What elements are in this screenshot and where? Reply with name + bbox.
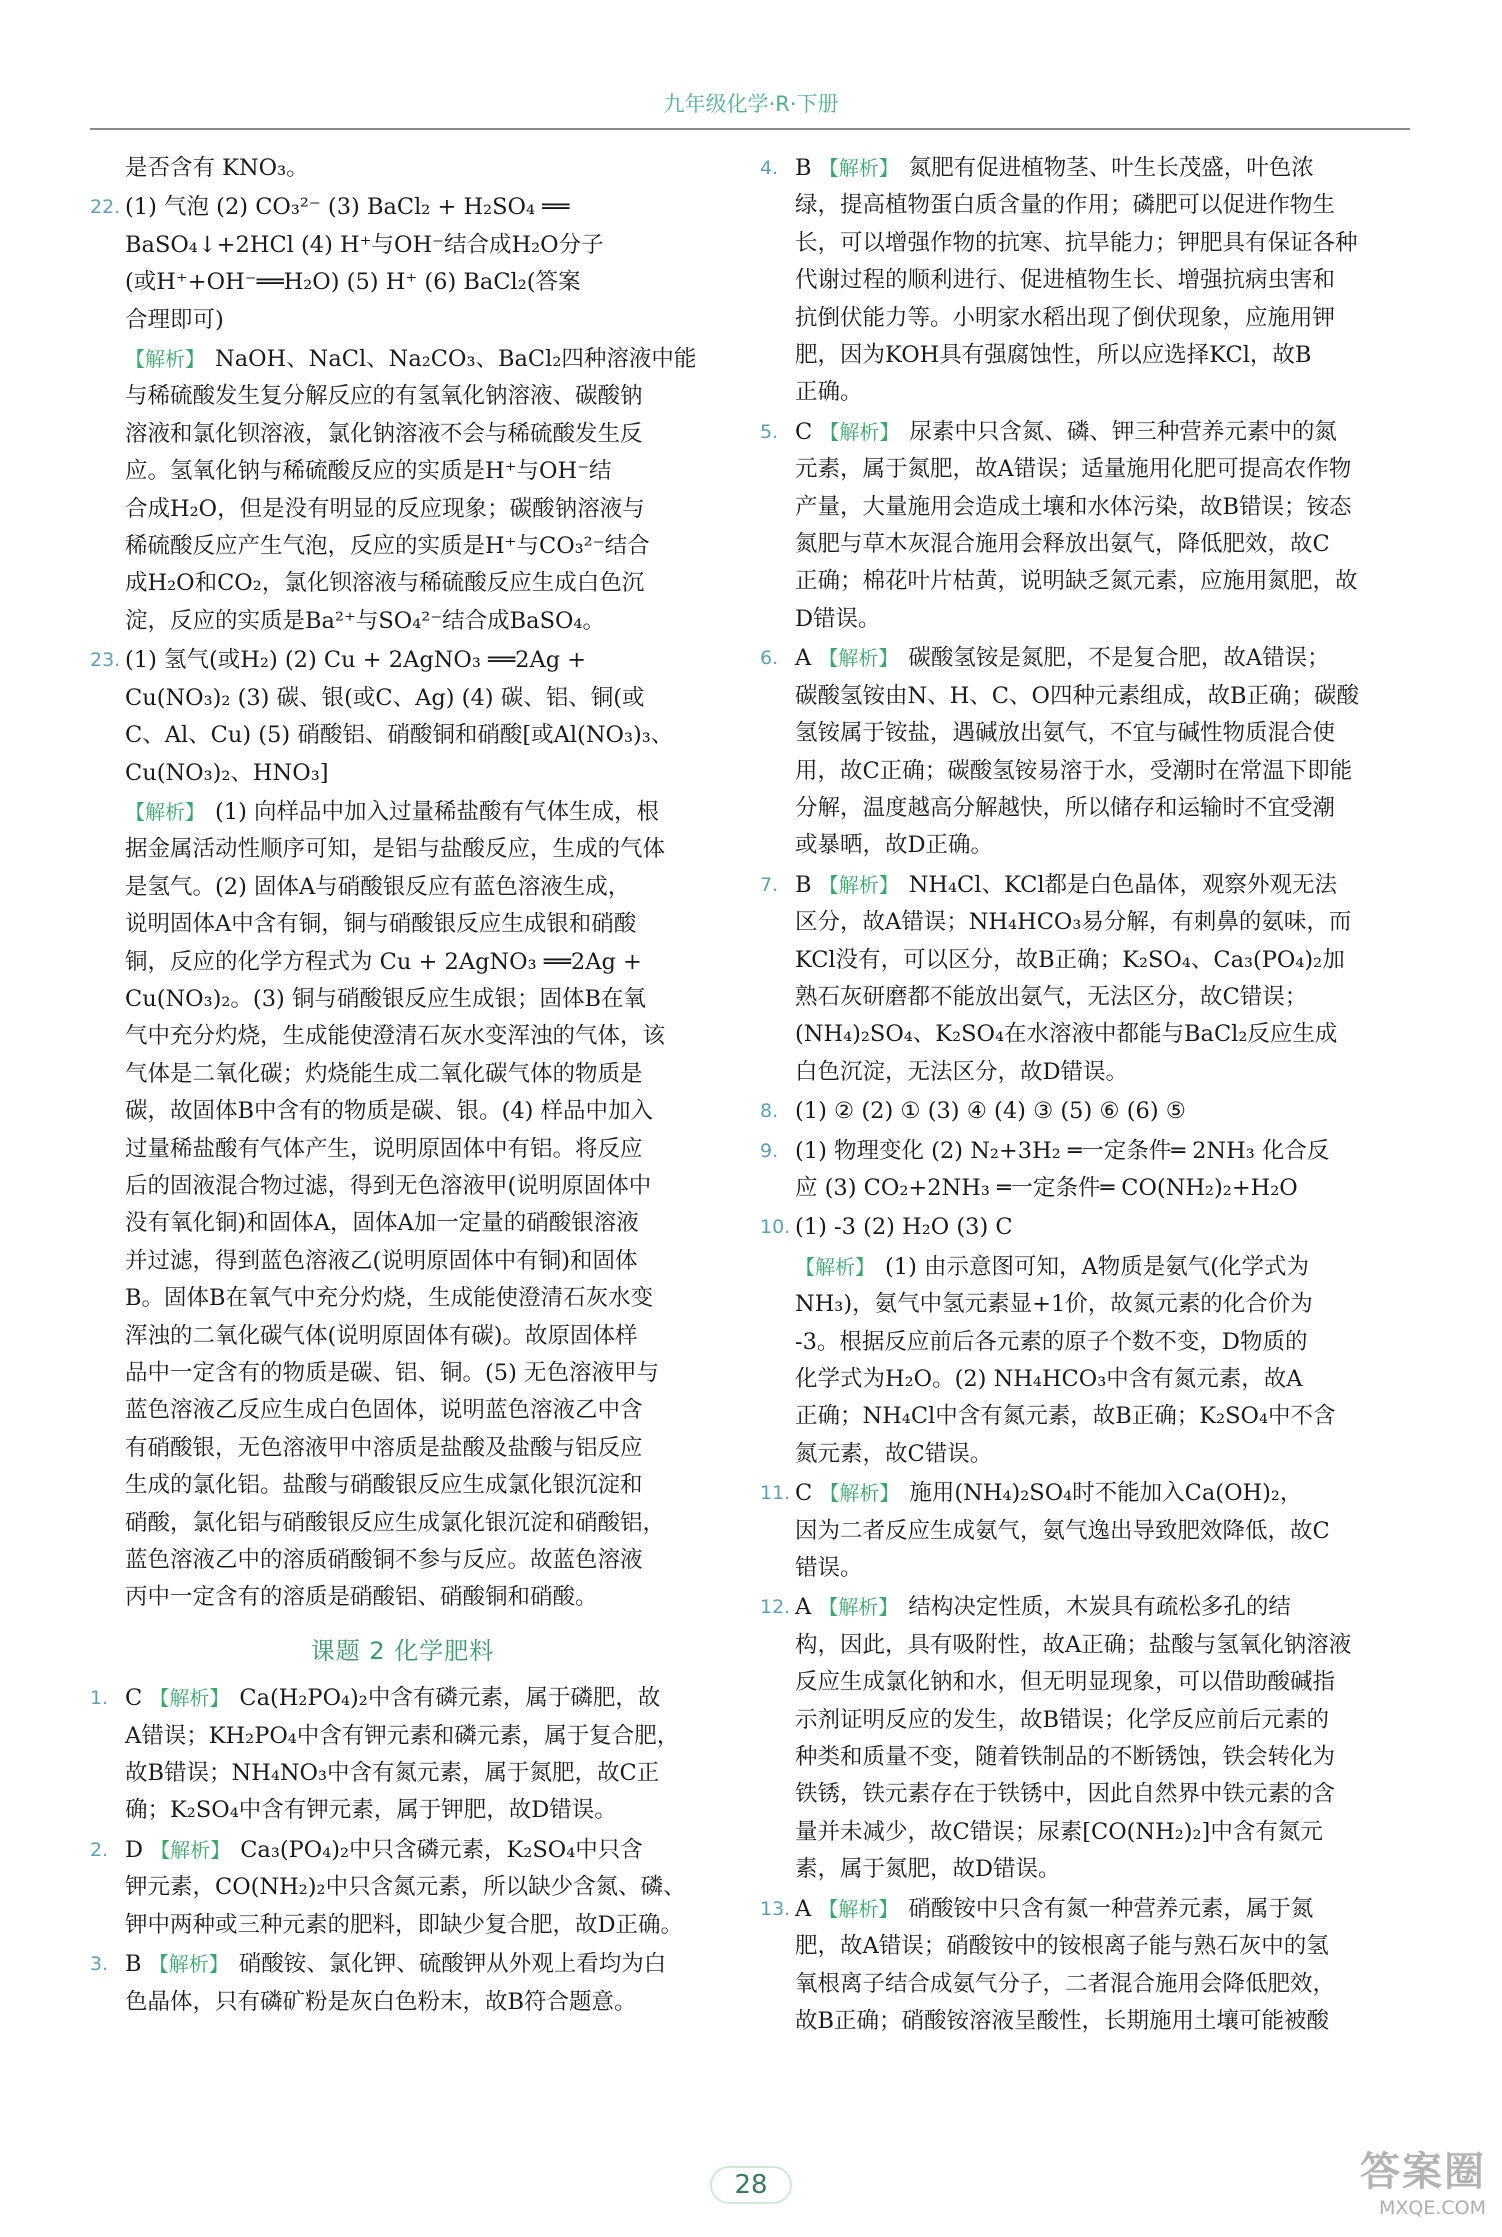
question-number: 7.	[760, 873, 779, 896]
left-column	[90, 150, 715, 2023]
answer-10: 10. (1) -3 (2) H₂O (3) C	[760, 1209, 1385, 1246]
answer-5: 5. C 【解析】 尿素中只含氮、磷、钾三种营养元素中的氮 元素，属于氮肥，故A错误；适量施用化肥可提高农作物 产量，大量施用会造成土壤和水体污染，故B错误；铵态 氮肥与草木灰混合施用会释放出氨气，降低肥效，故C 正确；棉花叶片枯黄，说明缺乏氮元素，应施用氮肥，故 D错误。	[760, 414, 1385, 638]
answer-1: 1. C 【解析】 Ca(H₂PO₄)₂中含有磷元素，属于磷肥，故 A错误；KH₂PO₄中含有钾元素和磷元素，属于复合肥， 故B错误；NH₄NO₃中含有氮元素，属于氮肥，故C正 确；K₂SO₄中含有钾元素，属于钾肥，故D错误。	[90, 1680, 715, 1830]
analysis-tag: 【解析】	[818, 646, 899, 671]
answer-11: 11. C 【解析】 施用(NH₄)₂SO₄时不能加入Ca(OH)₂， 因为二者反应生成氨气，氨气逸出导致肥效降低，故C 错误。	[760, 1475, 1385, 1587]
answer-letter: A	[795, 645, 812, 672]
answer-letter: C	[795, 418, 813, 445]
analysis-tag: 【解析】	[150, 1837, 231, 1862]
analysis-22: 【解析】 NaOH、NaCl、Na₂CO₃、BaCl₂四种溶液中能 与稀硫酸发生复分解反应的有氢氧化钠溶液、碳酸钠 溶液和氯化钡溶液，氯化钠溶液不会与稀硫酸发生反 应。氢氧化钠与稀硫酸反应的实质是H⁺与OH⁻结 合成H₂O，但是没有明显的反应现象；碳酸钠溶液与 稀硫酸反应产生气泡，反应的实质是H⁺与CO₃²⁻结合 成H₂O和CO₂，氯化钡溶液与稀硫酸反应生成白色沉 淀，反应的实质是Ba²⁺与SO₄²⁻结合成BaSO₄。	[125, 346, 697, 634]
answer-3: 3. B 【解析】 硝酸铵、氯化钾、硫酸钾从外观上看均为白 色晶体，只有磷矿粉是灰白色粉末，故B符合题意。	[90, 1946, 715, 2021]
answer-letter: B	[795, 155, 812, 181]
answer-12: 12. A 【解析】 结构决定性质，木炭具有疏松多孔的结 构，因此，具有吸附性，故A正确；盐酸与氢氧化钠溶液 反应生成氯化钠和水，但无明显现象，可以借助酸碱指 示剂证明反应的发生，故B错误；化学反应前后元素的 种类和质量不变，随着铁制品的不断锈蚀，铁会转化为 铁锈，铁元素存在于铁锈中，因此自然界中铁元素的含 量并未减少，故C错误；尿素[CO(NH₂)₂]中含有氮元 素，属于氮肥，故D错误。	[760, 1589, 1385, 1888]
analysis-tag: 【解析】	[819, 419, 900, 444]
analysis-tag: 【解析】	[818, 872, 899, 897]
page-number: 28	[0, 2166, 1502, 2204]
answer-4: 4. B 【解析】 氮肥有促进植物茎、叶生长茂盛，叶色浓 绿，提高植物蛋白质含量的作用；磷肥可以促进作物生 长，可以增强作物的抗寒、抗旱能力；钾肥具有保证各种 代谢过程的顺利进行、促进植物生长、增强抗病虫害和 抗倒伏能力等。小明家水稻出现了倒伏现象，应施用钾 肥，因为KOH具有强腐蚀性，所以应选择KCl，故B 正确。	[760, 150, 1385, 412]
question-number: 12.	[760, 1596, 791, 1619]
answer-2: 2. D 【解析】 Ca₃(PO₄)₂中只含磷元素，K₂SO₄中只含 钾元素，CO(NH₂)₂中只含氮元素，所以缺少含氮、磷、 钾中两种或三种元素的肥料，即缺少复合肥，故D正确。	[90, 1832, 715, 1944]
analysis-tag: 【解析】	[818, 156, 899, 180]
question-number: 23.	[90, 649, 121, 672]
question-23: 23. (1) 氢气(或H₂) (2) Cu + 2AgNO₃ ══2Ag + Cu(NO₃)₂ (3) 碳、银(或C、Ag) (4) 碳、铝、铜(或 C、Al、Cu) (5) 硝酸铝、硝酸铜和硝酸[或Al(NO₃)₃、 Cu(NO₃)₂、HNO₃]	[90, 642, 715, 792]
question-number: 11.	[760, 1482, 791, 1505]
analysis-tag: 【解析】	[148, 1952, 229, 1977]
answer-letter: D	[125, 1836, 144, 1863]
analysis-tag: 【解析】	[818, 1595, 899, 1620]
question-22: 22. (1) 气泡 (2) CO₃²⁻ (3) BaCl₂ + H₂SO₄ ══ BaSO₄↓+2HCl (4) H⁺与OH⁻结合成H₂O分子 (或H⁺+OH⁻══H₂O) (5) H⁺ (6) BaCl₂(答案 合理即可)	[90, 189, 715, 339]
section-title: 课题 2 化学肥料	[310, 1636, 495, 1665]
analysis-tag: 【解析】	[149, 1686, 230, 1711]
answer-letter: B	[795, 871, 812, 898]
answer-letter: A	[795, 1895, 812, 1922]
answer-6: 6. A 【解析】 碳酸氢铵是氮肥，不是复合肥，故A错误； 碳酸氢铵由N、H、C、O四种元素组成，故B正确；碳酸 氢铵属于铵盐，遇碱放出氨气，不宜与碱性物质混合使 用，故C正确；碳酸氢铵易溶于水，受潮时在常温下即能 分解，温度越高分解越快，所以储存和运输时不宜受潮 或暴晒，故D正确。	[760, 640, 1385, 864]
question-number: 5.	[760, 420, 779, 443]
question-number: 1.	[90, 1687, 109, 1710]
analysis-tag: 【解析】	[795, 1254, 875, 1279]
analysis-tag: 【解析】	[819, 1481, 900, 1506]
analysis-10: 【解析】 (1) 由示意图可知，A物质是氨气(化学式为 NH₃)，氨气中氢元素显+1价，故氮元素的化合价为 -3。根据反应前后各元素的原子个数不变，D物质的 化学式为H₂O。(2) NH₄HCO₃中含有氮元素，故A 正确；NH₄Cl中含有氮元素，故B正确；K₂SO₄中不含 氮元素，故C错误。	[795, 1253, 1336, 1467]
analysis-tag: 【解析】	[818, 1896, 899, 1921]
watermark-logo	[1266, 2140, 1486, 2230]
analysis-23: 【解析】 (1) 向样品中加入过量稀盐酸有气体生成，根 据金属活动性顺序可知，是铝与盐酸反应，生成的气体 是氢气。(2) 固体A与硝酸银反应有蓝色溶液生成， 说明固体A中含有铜，铜与硝酸银反应生成银和硝酸 铜，反应的化学方程式为 Cu + 2AgNO₃ ══2Ag + Cu(NO₃)₂。(3) 铜与硝酸银反应生成银；固体B在氧 气中充分灼烧，生成能使澄清石灰水变浑浊的气体，该 气体是二氧化碳；灼烧能生成二氧化碳气体的物质是 碳，故固体B中含有的物质是碳、银。(4) 样品中加入 过量稀盐酸有气体产生，说明原固体中有铝。将反应 后的固液混合物过滤，得到无色溶液甲(说明原固体中 没有氧化铜)和固体A，固体A加一定量的硝酸银溶液 并过滤，得到蓝色溶液乙(说明原固体中有铜)和固体 B。固体B在氧气中充分灼烧，生成能使澄清石灰水变 浑浊的二氧化碳气体(说明原固体有碳)。故原固体样 品中一定含有的物质是碳、铝、铜。(5) 无色溶液甲与 蓝色溶液乙反应生成白色固体，说明蓝色溶液乙中含 有硝酸银，无色溶液甲中溶质是盐酸及盐酸与铝反应 生成的氯化铝。盐酸与硝酸银反应生成氯化银沉淀和 硝酸，氯化铝与硝酸银反应生成氯化银沉淀和硝酸铝， 蓝色溶液乙中的溶质硝酸铜不参与反应。故蓝色溶液 丙中一定含有的溶质是硝酸铝、硝酸铜和硝酸。	[125, 798, 666, 1611]
right-column	[760, 150, 1385, 2042]
answer-8: 8. (1) ② (2) ① (3) ④ (4) ③ (5) ⑥ (6) ⑤	[760, 1093, 1385, 1130]
question-number: 10.	[760, 1216, 791, 1239]
analysis-tag: 【解析】	[125, 799, 205, 824]
answer-letter: C	[125, 1685, 143, 1712]
answer-letter: A	[795, 1594, 812, 1621]
answer-7: 7. B 【解析】 NH₄Cl、KCl都是白色晶体，观察外观无法 区分，故A错误；NH₄HCO₃易分解，有刺鼻的氨味，而 KCl没有，可以区分，故B正确；K₂SO₄、Ca₃(PO₄)₂加 熟石灰研磨都不能放出氨气，无法区分，故C错误； (NH₄)₂SO₄、K₂SO₄在水溶液中都能与BaCl₂反应生成 白色沉淀，无法区分，故D错误。	[760, 867, 1385, 1091]
answer-13: 13. A 【解析】 硝酸铵中只含有氮一种营养元素，属于氮 肥，故A错误；硝酸铵中的铵根离子能与熟石灰中的氢 氧根离子结合成氨气分子，二者混合施用会降低肥效， 故B正确；硝酸铵溶液呈酸性，长期施用土壤可能被酸	[760, 1891, 1385, 2041]
question-number: 4.	[760, 157, 779, 179]
watermark-text: 答案圈	[1360, 2149, 1486, 2195]
answer-9: 9. (1) 物理变化 (2) N₂+3H₂ ═一定条件═ 2NH₃ 化合反 应 (3) CO₂+2NH₃ ═一定条件═ CO(NH₂)₂+H₂O	[760, 1133, 1385, 1208]
question-number: 8.	[760, 1100, 779, 1123]
intro-line: 是否含有 KNO₃。	[125, 155, 309, 181]
analysis-tag: 【解析】	[125, 347, 205, 372]
question-number: 22.	[90, 196, 121, 219]
question-number: 3.	[90, 1953, 109, 1976]
question-number: 6.	[760, 647, 779, 670]
watermark-url: MXQE.COM	[1378, 2197, 1486, 2219]
answer-letter: C	[795, 1480, 813, 1507]
header-divider	[90, 128, 1410, 130]
page-header: 九年级化学·R·下册	[663, 92, 839, 116]
question-number: 13.	[760, 1897, 791, 1920]
question-number: 9.	[760, 1139, 779, 1162]
question-number: 2.	[90, 1838, 109, 1861]
answer-letter: B	[125, 1951, 142, 1978]
